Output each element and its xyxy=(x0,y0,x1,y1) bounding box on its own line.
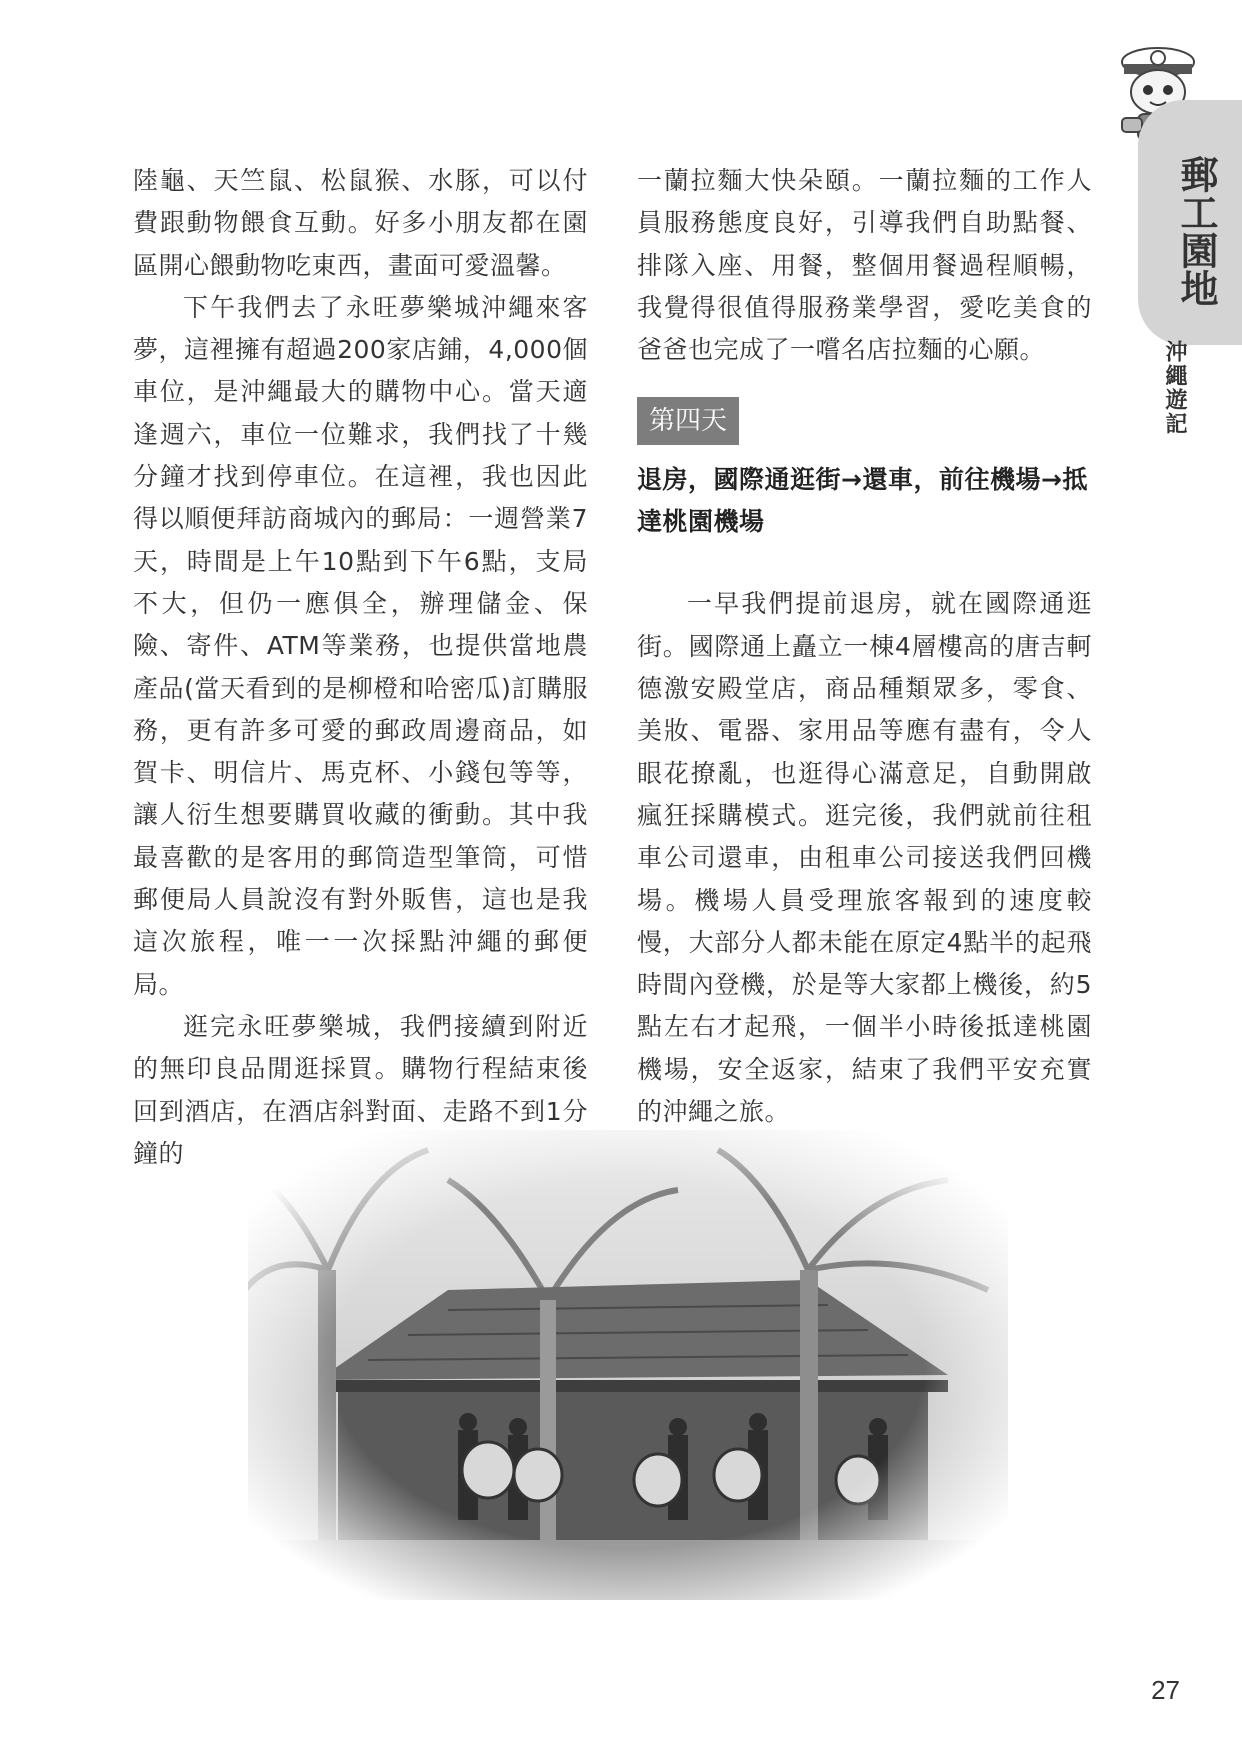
paragraph: 下午我們去了永旺夢樂城沖繩來客夢，這裡擁有超過200家店鋪，4,000個車位，是沖繩最大的購物中心。當天適逢週六，車位一位難求，我們找了十幾分鐘才找到停車位。在這裡，我也因此得以順便拜訪商城內的郵局：一週營業7天，時間是上午10點到下午6點，支局不大，但仍一應俱全，辦理儲金、保險、寄件、ATM等業務，也提供當地農產品(當天看到的是柳橙和哈密瓜)訂購服務，更有許多可愛的郵政周邊商品，如賀卡、明信片、馬克杯、小錢包等等，讓人衍生想要購買收藏的衝動。其中我最喜歡的是客用的郵筒造型筆筒，可惜郵便局人員說沒有對外販售，這也是我這次旅程，唯一一次採點沖繩的郵便局。 xyxy=(133,292,588,999)
page-number: 27 xyxy=(1151,1675,1180,1705)
section-subtitle: 沖繩遊記 xyxy=(1162,340,1187,436)
day-heading: 第四天 xyxy=(637,397,739,445)
section-title: 郵工園地 xyxy=(1174,155,1219,307)
route-heading: 退房，國際通逛街→還車，前往機場→抵達桃園機場 xyxy=(637,465,1088,537)
performance-photo xyxy=(248,1130,1008,1600)
paragraph: 陸龜、天竺鼠、松鼠猴、水豚，可以付費跟動物餵食互動。好多小朋友都在園區開心餵動物吃東西，畫面可愛溫馨。 xyxy=(133,166,588,280)
paragraph: 一蘭拉麵大快朵頤。一蘭拉麵的工作人員服務態度良好，引導我們自助點餐、排隊入座、用餐，整個用餐過程順暢，我覺得很值得服務業學習，愛吃美食的爸爸也完成了一嚐名店拉麵的心願。 xyxy=(637,166,1092,365)
section-tab xyxy=(1138,100,1242,345)
paragraph: 一早我們提前退房，就在國際通逛街。國際通上矗立一棟4層樓高的唐吉軻德激安殿堂店，商品種類眾多，零食、美妝、電器、家用品等應有盡有，令人眼花撩亂，也逛得心滿意足，自動開啟瘋狂採購模式。逛完後，我們就前往租車公司還車，由租車公司接送我們回機場。機場人員受理旅客報到的速度較慢，大部分人都未能在原定4點半的起飛時間內登機，於是等大家都上機後，約5點左右才起飛，一個半小時後抵達桃園機場，安全返家，結束了我們平安充實的沖繩之旅。 xyxy=(637,589,1092,1127)
left-column xyxy=(133,160,588,1175)
paragraph: 逛完永旺夢樂城，我們接續到附近的無印良品閒逛採買。購物行程結束後回到酒店，在酒店斜對面、走路不到1分鐘的 xyxy=(133,1011,588,1168)
right-column xyxy=(637,160,1092,1133)
